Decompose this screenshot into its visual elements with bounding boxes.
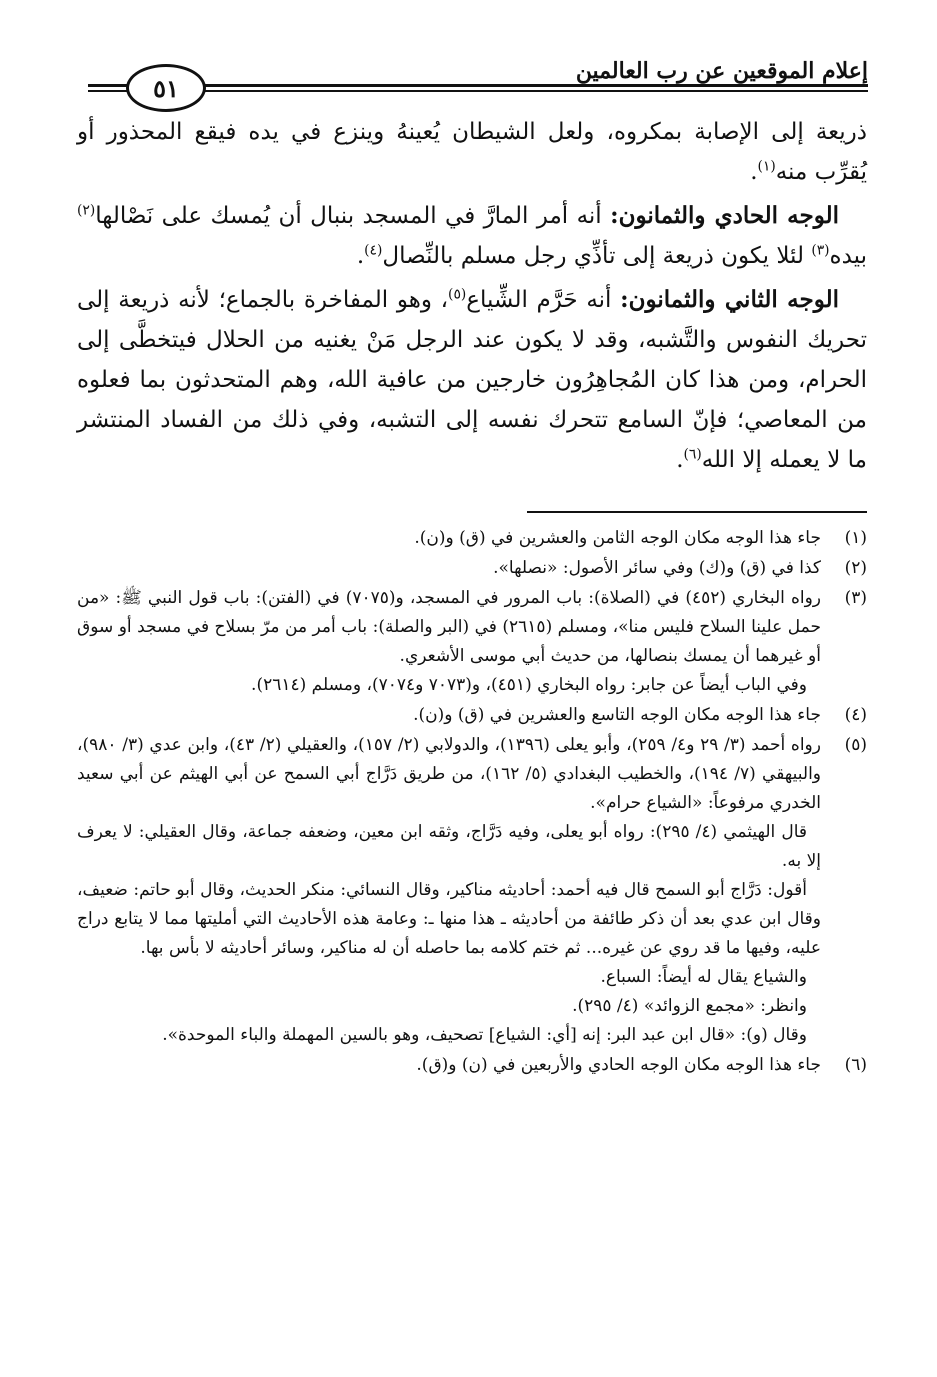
footnote-ref[interactable]: (٦) bbox=[683, 446, 702, 463]
paragraph-3: الوجه الثاني والثمانون: أنه حَرَّم الشِّياع$^{(٥)}$، وهو المفاخرة بالجماع؛ لأنه ذريعة إلى تحريك النفوس والتَّشبه، وقد لا يكون عند الرجل مَنْ يغنيه من الحلال فيتخطَّى إلى الحرام، ومن هذا كان المُجاهِرُون خارجين من عافية الله، وهم المتحدثون بما فعلوه من المعاصي؛ فإنّ السامع تتحرك نفسه إلى التشبه، وفي ذلك من الفساد المنتشر ما لا يعمله إلا الله$^{(٦)}$. bbox=[77, 286, 867, 473]
footnote-text: جاء هذا الوجه مكان الوجه الحادي والأربعين في (ن) و(ق). bbox=[416, 1055, 821, 1075]
footnote-text: كذا في (ق) و(ك) وفي سائر الأصول: «نصلها». bbox=[493, 558, 821, 578]
paragraph-1: ذريعة إلى الإصابة بمكروه، ولعل الشيطان يُعينهُ وينزع في يده فيقع المحذور أو يُقرِّب منه$^{(١)}$. bbox=[77, 119, 867, 185]
section-heading: الوجه الثاني والثمانون: bbox=[620, 286, 839, 313]
footnote-number: (٤) bbox=[844, 705, 867, 725]
section-heading: الوجه الحادي والثمانون: bbox=[610, 202, 839, 229]
footnote-text: جاء هذا الوجه مكان الوجه الثامن والعشرين في (ق) و(ن). bbox=[414, 528, 821, 548]
footnote-number: (٥) bbox=[844, 735, 867, 755]
footnote-separator bbox=[527, 511, 867, 513]
footnote-6 bbox=[77, 1051, 867, 1080]
footnote-1 bbox=[77, 524, 867, 553]
page-header bbox=[88, 40, 868, 110]
footnotes bbox=[77, 524, 867, 1081]
footnote-text: أقول: دَرَّاج أبو السمح قال فيه أحمد: أحاديثه مناكير، وقال النسائي: منكر الحديث، وقال أبو حاتم: ضعيف، وقال ابن عدي بعد أن ذكر طائفة من أحاديثه ـ هذا منها ـ: وعامة هذه الأحاديث التي أمليتها مما لا يتابع دراج عليه، وفيها ما قد روي عن غيره... ثم ختم كلامه بما حاصله أن له مناكير، وسائر أحاديثه لا بأس بها. bbox=[77, 880, 821, 958]
footnote-3 bbox=[77, 584, 867, 700]
paragraph-2: الوجه الحادي والثمانون: أنه أمر المارَّ في المسجد بنبال أن يُمسك على نَصْالها$^{(٢)}$ بيده$^{(٣)}$ لئلا يكون ذريعة إلى تأذِّي رجل مسلم بالنِّصال$^{(٤)}$. bbox=[77, 202, 867, 269]
footnote-number: (١) bbox=[844, 528, 867, 548]
footnote-ref[interactable]: (١) bbox=[757, 158, 776, 175]
footnote-number: (٦) bbox=[844, 1055, 867, 1075]
footnote-number: (٣) bbox=[844, 588, 867, 608]
footnote-text: رواه البخاري (٤٥٢) في (الصلاة): باب المرور في المسجد، و(٧٠٧٥) في (الفتن): باب قول النبي ﷺ: «من حمل علينا السلاح فليس منا»، ومسلم (٢٦١٥) في (البر والصلة): باب أمر من مرّ بسلاح في مسجد أو سوق أو غيرهما أن يمسك بنصالها، من حديث أبي موسى الأشعري. bbox=[77, 588, 821, 666]
footnote-number: (٢) bbox=[844, 558, 867, 578]
footnote-ref[interactable]: (٤) bbox=[364, 242, 383, 259]
page-number-oval bbox=[126, 64, 206, 112]
footnote-text: جاء هذا الوجه مكان الوجه التاسع والعشرين في (ق) و(ن). bbox=[413, 705, 821, 725]
footnote-text: وفي الباب أيضاً عن جابر: رواه البخاري (٤٥١)، و(٧٠٧٣ و٧٠٧٤)، ومسلم (٢٦١٤). bbox=[251, 675, 807, 695]
footnote-text: قال الهيثمي (٤/ ٢٩٥): رواه أبو يعلى، وفيه دَرَّاج، وثقه ابن معين، وضعفه جماعة، وقال العقيلي: لا يعرف إلا به. bbox=[77, 822, 821, 871]
footnote-text: وقال (و): «قال ابن عبد البر: إنه [أي: الشياع] تصحيف، وهو بالسين المهملة والباء الموحدة». bbox=[162, 1025, 807, 1045]
footnote-5 bbox=[77, 731, 867, 1050]
page-number: ٥١ bbox=[153, 73, 179, 103]
footnote-ref[interactable]: (٣) bbox=[811, 242, 830, 259]
footnote-text: والشياع يقال له أيضاً: السباع. bbox=[600, 967, 807, 987]
footnote-ref[interactable]: (٥) bbox=[448, 286, 467, 303]
footnote-2 bbox=[77, 554, 867, 583]
footnote-text: وانظر: «مجمع الزوائد» (٤/ ٢٩٥). bbox=[572, 996, 807, 1016]
running-title: إعلام الموقعين عن رب العالمين bbox=[575, 58, 868, 84]
footnote-4 bbox=[77, 701, 867, 730]
main-text bbox=[77, 112, 867, 484]
footnote-text: رواه أحمد (٣/ ٢٩ و٤/ ٢٥٩)، وأبو يعلى (١٣٩٦)، والدولابي (٢/ ١٥٧)، والعقيلي (٢/ ٤٣)، وابن عدي (٣/ ٩٨٠)، والبيهقي (٧/ ١٩٤)، والخطيب البغدادي (٥/ ١٦٢)، من طريق دَرَّاج أبي السمح عن أبي الهيثم عن أبي سعيد الخدري مرفوعاً: «الشياع حرام». bbox=[77, 735, 822, 813]
footnote-ref[interactable]: (٢) bbox=[77, 202, 96, 219]
